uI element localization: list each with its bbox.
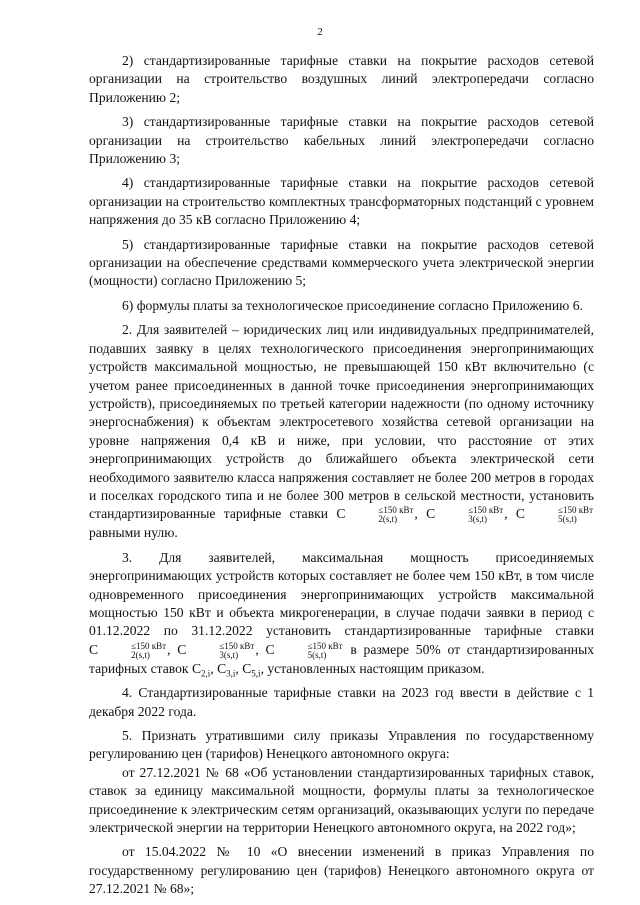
page-number: 2: [317, 26, 323, 38]
item-4: 4) стандартизированные тарифные ставки на покрытие расходов сетевой организации на строительство комплектных трансформаторных подстанций с уровнем напряжения до 35 кВ согласно Приложению 4;: [89, 175, 594, 228]
repealed-order-2: от 15.04.2022 № 10 «О внесении изменений в приказ Управления по государственному регулированию цен (тарифов) Ненецкого автономного округа от 27.12.2021 № 68»;: [89, 844, 594, 897]
document-body: [89, 52, 594, 899]
rate-c2i: $C_{2,i}$: [191, 660, 211, 679]
item-5: 5) стандартизированные тарифные ставки на покрытие расходов сетевой организации на обеспечение средствами коммерческого учета электрической энергии (мощности) согласно Приложению 5;: [89, 236, 594, 289]
rate-c2: C ≤150 кВт 2(s,t): [336, 505, 414, 525]
item-3: 3) стандартизированные тарифные ставки на покрытие расходов сетевой организации на строительство кабельных линий электропередачи согласно Приложению 3;: [89, 114, 594, 167]
section-4: 4. Стандартизированные тарифные ставки на 2023 год ввести в действие с 1 декабря 2022 года.: [89, 685, 594, 719]
rate-c5-50: C ≤150 кВт 5(s,t): [265, 640, 343, 660]
section-3: 3. Для заявителей, максимальная мощность присоединяемых энергопринимающих устройств которых составляет не более чем 150 кВт, в том числе одновременного присоединения энергопринимающих устройств максимальной мощностью 150 кВт и объекта микрогенерации, в случае подачи заявки в период с 01.12.2022 по 31.12.2022 установить стандартизированные тарифные ставки C ≤150 кВт 2(s,t) , C ≤150 кВт 3(s,t) , C ≤150 кВт 5(s,t) в размере 50% от стандартизированных тарифных ставок $C_{2,i}$, $C_{3,i}$, $C_{5,i}$, установленных настоящим приказом.: [89, 549, 595, 679]
section-3-tail: , установленных настоящим приказом.: [260, 660, 485, 676]
rate-c2-50: C ≤150 кВт 2(s,t): [89, 640, 167, 660]
item-2: 2) стандартизированные тарифные ставки на покрытие расходов сетевой организации на строительство воздушных линий электропередачи согласно Приложению 2;: [89, 53, 594, 105]
rate-c3-50: C ≤150 кВт 3(s,t): [177, 640, 255, 660]
rate-c3: C ≤150 кВт 3(s,t): [426, 505, 504, 525]
rate-c5: C ≤150 кВт 5(s,t): [515, 505, 593, 525]
item-6: 6) формулы платы за технологическое присоединение согласно Приложению 6.: [122, 297, 583, 313]
section-3-text: 3. Для заявителей, максимальная мощность присоединяемых энергопринимающих устройств которых составляет не более чем 150 кВт, в том числе одновременного присоединения энергопринимающих устройств максимальной мощностью 150 кВт и объекта микрогенерации, в случае подачи заявки в период с 01.12.2022 по 31.12.2022 установить стандартизированные тарифные ставки: [89, 549, 594, 639]
section-5-intro: 5. Признать утратившими силу приказы Управления по государственному регулированию цен (тарифов) Ненецкого автономного округа:: [89, 728, 594, 762]
repealed-order-1: от 27.12.2021 № 68 «Об установлении стандартизированных тарифных ставок, ставок за единицу максимальной мощности, формулы платы за технологическое присоединение к электрическим сетям организаций, оказывающих услуги по передаче электрической энергии на территории Ненецкого автономного округа, на 2022 год»;: [89, 764, 594, 836]
rate-c5i: $C_{5,i}$: [242, 660, 261, 679]
section-2-text: 2. Для заявителей – юридических лиц или индивидуальных предпринимателей, подавших заявку в целях технологического присоединения энергопринимающих устройств максимальной мощностью, не превышающей 150 кВт включительно (с учетом ранее присоединенных в данной точке присоединения энергопринимающих устройств), присоединяемых по третьей категории надежности (по одному источнику энергоснабжения) к объектам электросетевого хозяйства сетевой организации на уровне напряжения 0,4 кВ и ниже, при условии, что расстояние от этих энергопринимающих устройств до ближайшего объекта электрической сети необходимого заявителю класса напряжения составляет не более 200 метров в городах и поселках городского типа и не более 300 метров в сельской местности, установить стандартизированные тарифные ставки: [89, 322, 594, 522]
section-3-mid: в размере 50% от стандартизированных тарифных ставок: [89, 641, 595, 676]
section-2: 2. Для заявителей – юридических лиц или индивидуальных предпринимателей, подавших заявку в целях технологического присоединения энергопринимающих устройств максимальной мощностью, не превышающей 150 кВт включительно (с учетом ранее присоединенных в данной точке присоединения энергопринимающих устройств), присоединяемых по третьей категории надежности (по одному источнику энергоснабжения) к объектам электросетевого хозяйства сетевой организации на уровне напряжения 0,4 кВ и ниже, при условии, что расстояние от этих энергопринимающих устройств до ближайшего объекта электрической сети необходимого заявителю класса напряжения составляет не более 200 метров в городах и поселках городского типа и не более 300 метров в сельской местности, установить стандартизированные тарифные ставки C ≤150 кВт 2(s,t) , C ≤150 кВт 3(s,t) , C ≤150 кВт 5(s,t) равными нулю.: [89, 322, 594, 541]
section-2-tail: равными нулю.: [89, 525, 178, 541]
rate-c3i: $C_{3,i}$: [217, 660, 236, 679]
